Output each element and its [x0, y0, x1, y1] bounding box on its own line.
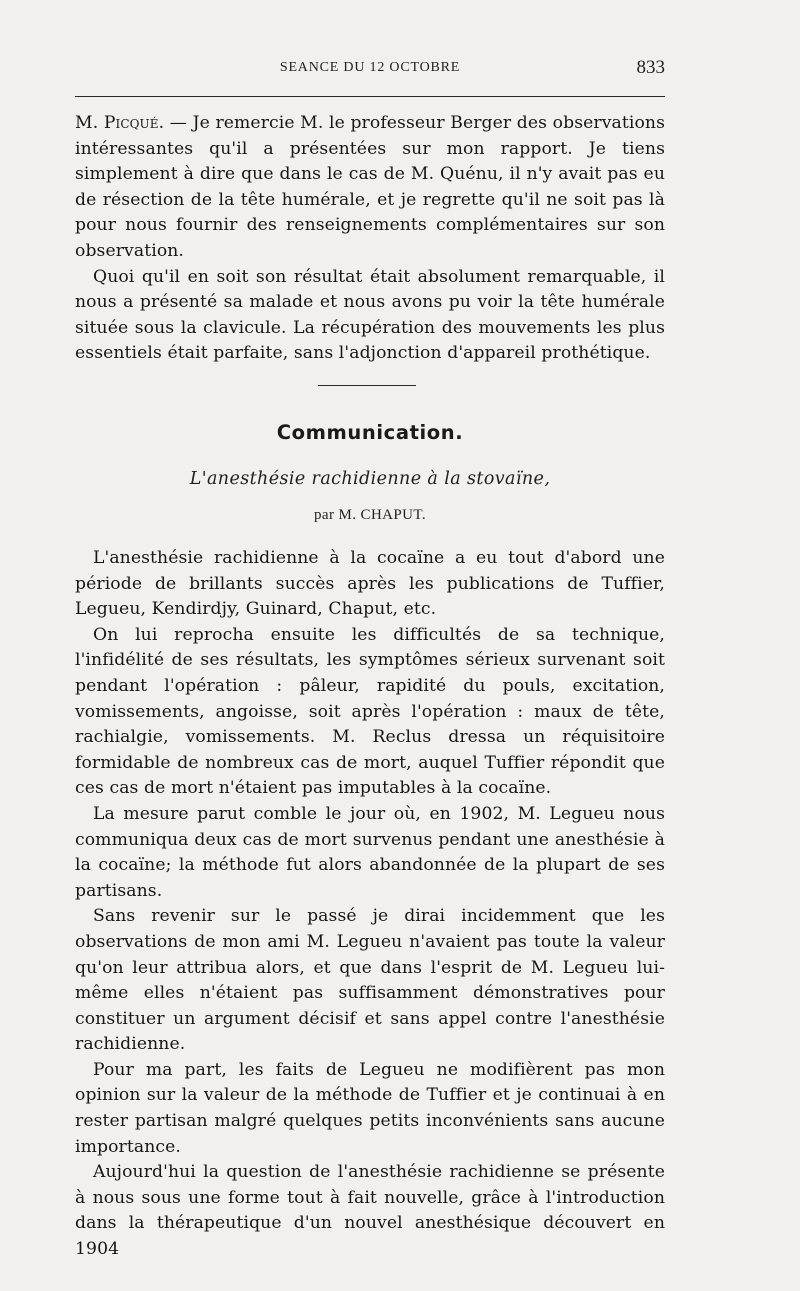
article-title: L'anesthésie rachidienne à la stovaïne, [189, 469, 551, 489]
header-rule [75, 96, 665, 97]
body-paragraph-3: La mesure parut comble le jour où, en 1902, M. Legueu nous communiqua deux cas de mort survenus pendant une anesthésie à la cocaïne; la méthode fut alors abandonnée de la plupart de ses partisans. [75, 803, 665, 901]
article-byline: par M. CHAPUT. [314, 507, 426, 523]
body-paragraph-4: Sans revenir sur le passé je dirai incidemment que les observations de mon ami M. Legueu n'avaient pas toute la valeur qu'on leur attribua alors, et que dans l'esprit de M. Legueu lui-même elles n'étaient pas suffisamment démonstratives pour constituer un argument décisif et sans appel contre l'anesthésie rachidienne. [75, 906, 665, 1055]
body-paragraph-2: On lui reprocha ensuite les difficultés de sa technique, l'infidélité de ses résultats, les symptômes sérieux survenant soit pendant l'opération : pâleur, rapidité du pouls, excitation, vomissements, angoisse, soit après l'opération : maux de tête, rachialgie, vomissements. M. Reclus dressa un réquisitoire formidable de nombreux cas de mort, auquel Tuffier répondit que ces cas de mort n'étaient pas imputables à la cocaïne. [75, 624, 665, 799]
running-title: SEANCE DU 12 OCTOBRE [279, 60, 461, 75]
body-paragraph-6: Aujourd'hui la question de l'anesthésie rachidienne se présente à nous sous une forme tout à fait nouvelle, grâce à l'introduction dans la thérapeutique d'un nouvel anesthésique découvert en 1904 [75, 1162, 665, 1260]
page-number: 833 [636, 57, 665, 78]
intro-paragraph-1 [75, 111, 665, 265]
speaker-name: M. Picqué. [75, 113, 165, 133]
intro-block [75, 111, 665, 367]
intro-paragraph-1-text: — Je remercie M. le professeur Berger des observations intéressantes qu'il a présentées sur mon rapport. Je tiens simplement à dire que dans le cas de M. Quénu, il n'y avait pas eu de résection de la tête humérale, et je regrette qu'il ne soit pas là pour nous fournir des renseignements complémentaires sur son observation. [75, 113, 666, 261]
section-divider [318, 385, 416, 386]
section-heading: Communication. [276, 421, 464, 444]
running-header [75, 57, 665, 84]
intro-paragraph-2: Quoi qu'il en soit son résultat était absolument remarquable, il nous a présenté sa malade et nous avons pu voir la tête humérale située sous la clavicule. La récupération des mouvements les plus essentiels était parfaite, sans l'adjonction d'appareil prothétique. [75, 266, 665, 364]
article-body [75, 546, 665, 1263]
body-paragraph-1: L'anesthésie rachidienne à la cocaïne a eu tout d'abord une période de brillants succès après les publications de Tuffier, Legueu, Kendirdjy, Guinard, Chaput, etc. [75, 548, 665, 620]
body-paragraph-5: Pour ma part, les faits de Legueu ne modifièrent pas mon opinion sur la valeur de la méthode de Tuffier et je continuai à en rester partisan malgré quelques petits inconvénients sans aucune importance. [75, 1059, 665, 1157]
